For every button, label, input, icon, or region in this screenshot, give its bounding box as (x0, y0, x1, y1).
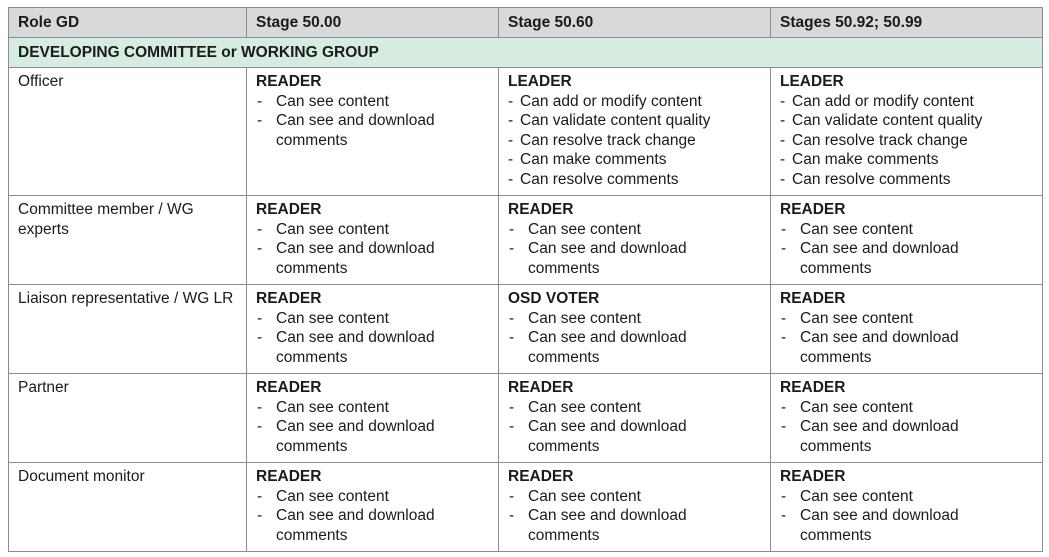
permission-list (256, 220, 489, 279)
permission-item (508, 170, 761, 190)
dash-bullet-icon: - (509, 220, 515, 238)
permission-list (780, 398, 1033, 457)
dash-bullet-icon: - (257, 418, 263, 435)
permission-item (508, 506, 761, 545)
permission-cell (499, 285, 771, 374)
dash-bullet-icon: - (257, 398, 263, 416)
permission-text: Can see content (528, 487, 641, 505)
permission-item (508, 239, 761, 278)
permission-role-title: READER (508, 379, 574, 396)
dash-bullet-icon: - (780, 112, 786, 129)
permission-text: Can resolve comments (792, 170, 951, 188)
permission-role-title: READER (256, 201, 322, 218)
section-row (9, 38, 1043, 68)
dash-bullet-icon: - (257, 92, 263, 110)
permission-item (780, 131, 1033, 151)
permission-role-title: LEADER (780, 73, 844, 90)
permission-item (508, 131, 761, 151)
permission-cell (771, 285, 1043, 374)
permission-item (780, 150, 1033, 170)
dash-bullet-icon: - (780, 131, 786, 149)
dash-bullet-icon: - (781, 507, 787, 524)
permission-text: Can see content (276, 398, 389, 416)
permission-text: Can see content (528, 220, 641, 238)
permission-text: Can see and download comments (276, 112, 435, 149)
permission-text: Can see content (276, 487, 389, 505)
permission-cell (247, 285, 499, 374)
permission-item (780, 111, 1033, 131)
table-row (9, 463, 1043, 552)
permission-list (780, 92, 1033, 190)
permission-list (508, 309, 761, 368)
header-stage-50-00: Stage 50.00 (247, 8, 499, 38)
dash-bullet-icon: - (508, 92, 514, 110)
permission-text: Can see content (800, 220, 913, 238)
permission-cell (771, 196, 1043, 285)
permission-list (256, 487, 489, 546)
permission-text: Can add or modify content (792, 92, 974, 110)
permission-text: Can validate content quality (520, 112, 711, 129)
permission-text: Can resolve comments (520, 170, 679, 188)
dash-bullet-icon: - (257, 507, 263, 524)
permission-item (256, 92, 489, 112)
permission-role-title: READER (780, 290, 846, 307)
dash-bullet-icon: - (781, 398, 787, 416)
permission-cell (247, 68, 499, 196)
dash-bullet-icon: - (509, 240, 515, 257)
permission-text: Can see and download comments (800, 329, 959, 366)
permission-text: Can see and download comments (528, 418, 687, 455)
dash-bullet-icon: - (781, 329, 787, 346)
permission-item (256, 487, 489, 507)
permission-item (508, 150, 761, 170)
permission-item (780, 487, 1033, 507)
section-title: DEVELOPING COMMITTEE or WORKING GROUP (9, 38, 1043, 68)
permission-text: Can add or modify content (520, 92, 702, 110)
permission-text: Can see content (528, 398, 641, 416)
dash-bullet-icon: - (509, 487, 515, 505)
dash-bullet-icon: - (781, 220, 787, 238)
permission-list (508, 398, 761, 457)
permission-text: Can see and download comments (276, 240, 435, 277)
role-name-cell: Committee member / WG experts (9, 196, 247, 285)
table-row (9, 285, 1043, 374)
permission-item (508, 398, 761, 418)
permission-item (780, 309, 1033, 329)
dash-bullet-icon: - (780, 92, 786, 110)
permission-text: Can see and download comments (276, 507, 435, 544)
permission-list (508, 92, 761, 190)
permission-list (256, 92, 489, 151)
permission-list (780, 220, 1033, 279)
dash-bullet-icon: - (508, 170, 514, 188)
permission-role-title: OSD VOTER (508, 290, 600, 307)
permission-text: Can make comments (792, 151, 939, 168)
permission-cell (771, 463, 1043, 552)
permission-list (780, 309, 1033, 368)
permission-text: Can see and download comments (800, 418, 959, 455)
header-role-gd: Role GD (9, 8, 247, 38)
permission-item (780, 398, 1033, 418)
dash-bullet-icon: - (781, 418, 787, 435)
permission-item (780, 170, 1033, 190)
permission-text: Can see and download comments (800, 507, 959, 544)
dash-bullet-icon: - (257, 220, 263, 238)
permission-item (508, 111, 761, 131)
permission-cell (247, 374, 499, 463)
permission-item (256, 506, 489, 545)
permission-list (508, 487, 761, 546)
permission-list (256, 398, 489, 457)
table-row (9, 196, 1043, 285)
permission-item (780, 506, 1033, 545)
permission-item (508, 220, 761, 240)
dash-bullet-icon: - (508, 112, 514, 129)
permission-item (256, 239, 489, 278)
permission-role-title: READER (256, 290, 322, 307)
dash-bullet-icon: - (257, 487, 263, 505)
permission-item (780, 417, 1033, 456)
permission-cell (499, 374, 771, 463)
role-name-cell: Liaison representative / WG LR (9, 285, 247, 374)
permission-text: Can see and download comments (528, 240, 687, 277)
role-name-cell: Partner (9, 374, 247, 463)
permission-text: Can resolve track change (792, 131, 968, 149)
permission-text: Can see and download comments (528, 329, 687, 366)
header-stage-50-60: Stage 50.60 (499, 8, 771, 38)
table-row (9, 68, 1043, 196)
permission-text: Can see and download comments (276, 418, 435, 455)
permission-cell (247, 196, 499, 285)
permission-list (256, 309, 489, 368)
dash-bullet-icon: - (508, 151, 514, 168)
permission-role-title: READER (780, 201, 846, 218)
dash-bullet-icon: - (509, 329, 515, 346)
permission-item (780, 220, 1033, 240)
permission-role-title: LEADER (508, 73, 572, 90)
permission-text: Can see content (800, 398, 913, 416)
dash-bullet-icon: - (781, 487, 787, 505)
permission-item (256, 417, 489, 456)
dash-bullet-icon: - (509, 309, 515, 327)
role-name-cell: Document monitor (9, 463, 247, 552)
permission-item (256, 111, 489, 150)
permission-item (508, 92, 761, 112)
permission-item (508, 487, 761, 507)
permission-list (508, 220, 761, 279)
permission-item (256, 220, 489, 240)
permission-item (780, 239, 1033, 278)
permission-list (780, 487, 1033, 546)
permission-item (780, 328, 1033, 367)
permission-text: Can see and download comments (800, 240, 959, 277)
header-row (9, 8, 1043, 38)
permission-cell (499, 68, 771, 196)
permission-cell (771, 374, 1043, 463)
permission-item (508, 309, 761, 329)
permission-text: Can validate content quality (792, 112, 983, 129)
permission-role-title: READER (256, 379, 322, 396)
permission-text: Can resolve track change (520, 131, 696, 149)
permission-item (256, 398, 489, 418)
dash-bullet-icon: - (780, 151, 786, 168)
dash-bullet-icon: - (508, 131, 514, 149)
permission-cell (499, 196, 771, 285)
permission-text: Can see and download comments (276, 329, 435, 366)
permission-text: Can make comments (520, 151, 667, 168)
table-row (9, 374, 1043, 463)
permission-item (508, 417, 761, 456)
dash-bullet-icon: - (781, 309, 787, 327)
permission-cell (499, 463, 771, 552)
permission-text: Can see content (800, 487, 913, 505)
permission-role-title: READER (508, 201, 574, 218)
permission-cell (247, 463, 499, 552)
dash-bullet-icon: - (509, 507, 515, 524)
permission-role-title: READER (256, 468, 322, 485)
dash-bullet-icon: - (257, 309, 263, 327)
dash-bullet-icon: - (781, 240, 787, 257)
dash-bullet-icon: - (257, 329, 263, 346)
dash-bullet-icon: - (780, 170, 786, 188)
permission-text: Can see content (800, 309, 913, 327)
permission-cell (771, 68, 1043, 196)
permission-role-title: READER (256, 73, 322, 90)
permission-item (256, 309, 489, 329)
dash-bullet-icon: - (509, 418, 515, 435)
permission-role-title: READER (508, 468, 574, 485)
dash-bullet-icon: - (509, 398, 515, 416)
roles-permissions-table (8, 7, 1043, 552)
permission-item (256, 328, 489, 367)
header-stages-50-92-50-99: Stages 50.92; 50.99 (771, 8, 1043, 38)
permission-role-title: READER (780, 468, 846, 485)
permission-text: Can see content (276, 220, 389, 238)
permission-text: Can see content (528, 309, 641, 327)
permission-text: Can see content (276, 309, 389, 327)
dash-bullet-icon: - (257, 112, 263, 129)
permission-text: Can see and download comments (528, 507, 687, 544)
permission-text: Can see content (276, 92, 389, 110)
role-name-cell: Officer (9, 68, 247, 196)
permission-item (780, 92, 1033, 112)
permission-role-title: READER (780, 379, 846, 396)
permission-item (508, 328, 761, 367)
dash-bullet-icon: - (257, 240, 263, 257)
